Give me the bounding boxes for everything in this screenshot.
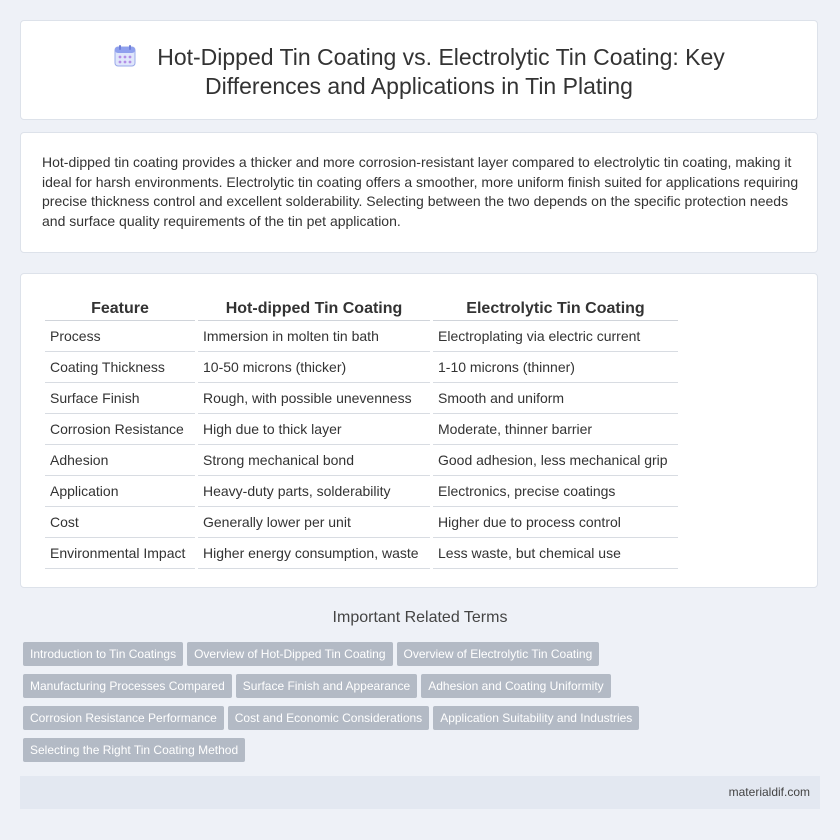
- cell-feature: Process: [45, 321, 195, 352]
- cell-feature: Application: [45, 476, 195, 507]
- footer-site-link[interactable]: materialdif.com: [728, 785, 810, 799]
- comparison-table: [42, 294, 681, 569]
- related-term-tag[interactable]: Cost and Economic Considerations: [228, 706, 429, 730]
- table-row: [45, 476, 678, 507]
- cell-electrolytic: Electronics, precise coatings: [433, 476, 678, 507]
- cell-feature: Corrosion Resistance: [45, 414, 195, 445]
- cell-hot-dipped: Rough, with possible unevenness: [198, 383, 430, 414]
- cell-electrolytic: Smooth and uniform: [433, 383, 678, 414]
- cell-electrolytic: Electroplating via electric current: [433, 321, 678, 352]
- cell-hot-dipped: Strong mechanical bond: [198, 445, 430, 476]
- header-hot-dipped: Hot-dipped Tin Coating: [198, 294, 430, 321]
- cell-hot-dipped: Immersion in molten tin bath: [198, 321, 430, 352]
- related-terms-heading: Important Related Terms: [332, 609, 508, 626]
- cell-hot-dipped: Higher energy consumption, waste: [198, 538, 430, 569]
- cell-feature: Coating Thickness: [45, 352, 195, 383]
- cell-electrolytic: Higher due to process control: [433, 507, 678, 538]
- table-header-row: [45, 294, 678, 321]
- table-row: [45, 538, 678, 569]
- table-row: [45, 445, 678, 476]
- related-term-tag[interactable]: Surface Finish and Appearance: [236, 674, 417, 698]
- related-term-tag[interactable]: Overview of Electrolytic Tin Coating: [397, 642, 600, 666]
- table-row: [45, 507, 678, 538]
- table-row: [45, 321, 678, 352]
- cell-hot-dipped: High due to thick layer: [198, 414, 430, 445]
- table-row: [45, 414, 678, 445]
- cell-feature: Cost: [45, 507, 195, 538]
- cell-electrolytic: Less waste, but chemical use: [433, 538, 678, 569]
- header-feature: Feature: [45, 294, 195, 321]
- cell-electrolytic: Good adhesion, less mechanical grip: [433, 445, 678, 476]
- related-term-tag[interactable]: Overview of Hot-Dipped Tin Coating: [187, 642, 392, 666]
- title-card: [20, 20, 818, 120]
- related-term-tag[interactable]: Manufacturing Processes Compared: [23, 674, 232, 698]
- calendar-icon: [113, 44, 137, 68]
- intro-card: [20, 132, 818, 253]
- related-term-tag[interactable]: Introduction to Tin Coatings: [23, 642, 183, 666]
- cell-electrolytic: 1-10 microns (thinner): [433, 352, 678, 383]
- related-term-tag[interactable]: Application Suitability and Industries: [433, 706, 639, 730]
- footer: [20, 776, 820, 809]
- cell-hot-dipped: 10-50 microns (thicker): [198, 352, 430, 383]
- cell-feature: Environmental Impact: [45, 538, 195, 569]
- cell-hot-dipped: Generally lower per unit: [198, 507, 430, 538]
- related-term-tag[interactable]: Corrosion Resistance Performance: [23, 706, 224, 730]
- related-term-tag[interactable]: Adhesion and Coating Uniformity: [421, 674, 610, 698]
- header-electrolytic: Electrolytic Tin Coating: [433, 294, 678, 321]
- related-term-tag[interactable]: Selecting the Right Tin Coating Method: [23, 738, 245, 762]
- cell-feature: Surface Finish: [45, 383, 195, 414]
- cell-hot-dipped: Heavy-duty parts, solderability: [198, 476, 430, 507]
- related-terms-list: [23, 642, 823, 770]
- comparison-card: [20, 273, 818, 588]
- table-row: [45, 352, 678, 383]
- page-title-wrap: [21, 43, 817, 101]
- cell-electrolytic: Moderate, thinner barrier: [433, 414, 678, 445]
- page-title: Hot-Dipped Tin Coating vs. Electrolytic Tin Coating: Key Differences and Applications in Tin Plating: [157, 44, 725, 99]
- table-row: [45, 383, 678, 414]
- intro-paragraph: Hot-dipped tin coating provides a thicker and more corrosion-resistant layer compared to electrolytic tin coating, making it ideal for harsh environments. Electrolytic tin coating offers a smoother, more uniform finish suited for applications requiring precise thickness control and excellent solderability. Selecting between the two depends on the specific protection needs and surface quality requirements of the tin pet application.: [42, 154, 799, 229]
- cell-feature: Adhesion: [45, 445, 195, 476]
